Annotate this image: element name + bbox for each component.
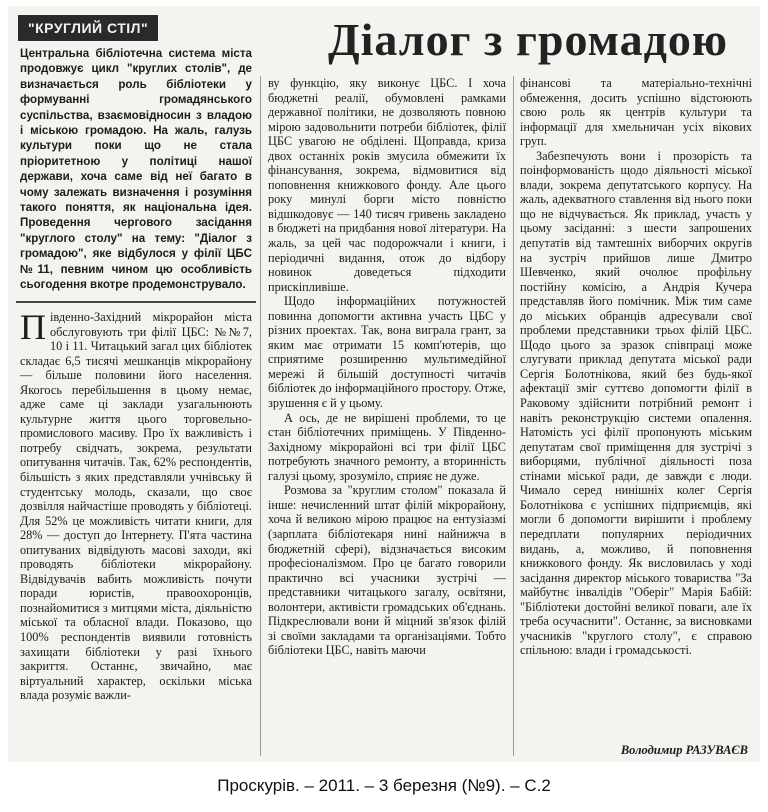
rubric-label: "КРУГЛИЙ СТІЛ" xyxy=(18,15,158,41)
paragraph: Розмова за "круглим столом" показала й інше: нечисленний штат філій мікрорайону, хоча й великою мірою працює на ентузіазмі (зарплата бібліотекаря нині найнижча в бюджетній сфері), відзначається високим професіоналізмом. Про це багато говорили практично всі учасники зустрічі — представники читацького загалу, освітяни, волонтери, активісти громадських об'єднань. Підкреслювали вони й міцний зв'язок філій зі своїми закладами та організаціями. Тобто бібліотеки ЦБС, навіть маючи xyxy=(268,483,506,658)
paragraph: фінансові та матеріально-технічні обмеження, досить успішно відстоюють свою роль як центрів культури та інформації для хмельничан усіх вікових груп. xyxy=(520,76,752,149)
drop-cap: П xyxy=(20,310,46,347)
paragraph: Забезпечують вони і прозорість та поінформованість щодо діяльності міської влади, зокрема депутатського корпусу. На жаль, адекватного ставлення від нього поки що не відчувається. Як приклад, участь у цьому засіданні: з шести запрошених депутатів від тамтешніх виборчих округів на зустріч прийшов лише Дмитро Шевченко, який очолює профільну постійну комісію, а Андрія Кучера представляв його помічник. Між тим саме до міських обранців адресували свої проблеми представники трьох філій ЦБС. Щодо цього за зразок співпраці може слугувати приклад депутата міської ради Сергія Болотнікова, який без будь-якої афектації зміг суттєво допомогти філії в Раковому здійснити потрібний ремонт і навіть реконструкцію системи опалення. Натомість усі філії пропонують міським депутатам свої приміщення для зустрічі з виборцями, публічної діяльності поза стінами міської ради, де завжди є люди. Чимало серед нинішніх колег Сергія Болотнікова є успішних підприємців, які могли б допомогти вирішити і проблему передплати популярних періодичних видань, а, можливо, й поповнення книжкового фонду. Як висловилась у ході засідання директор міського товариства "За майбутнє інвалідів "Оберіг" Марія Бабій: "Бібліотеки достойні великої поваги, але їх треба осучаснити". Останнє, за висновками учасників "круглого столу", є справою спільною: влади і громадськості. xyxy=(520,148,752,658)
newspaper-clipping xyxy=(8,6,760,762)
paragraph: А ось, де не вирішені проблеми, то це стан бібліотечних приміщень. У Південно-Західному мікрорайоні всі три філії ЦБС потребують значного ремонту, а вторинність галузі цьому, зрозуміло, сприяє не дуже. xyxy=(268,410,506,483)
article-column-3 xyxy=(520,76,752,738)
paragraph: івденно-Західний мікрорайон міста обслуговують три філії ЦБС: №№7, 10 і 11. Читацький загал цих бібліотек складає 6,5 тисячі мешканців мікрорайону — більше половини його населення. Якогось перебільшення в цьому немає, адже саме ці заклади узагальнюють культурне життя цього торговельно-промислового масиву. Про їх важливість і потребу свідчать, зокрема, результати опитування читачів. Так, 62% респондентів, більшість з яких представляли учнівську й студентську молодь, сказали, що своє дозвілля найчастіше проводять у бібліотеці. Для 52% це можливість читати книги, для 28% — доступ до Інтернету. П'ята частина опитуваних відвідують масові заходи, які проводять бібліотеки мікрорайону. Відвідувачів вабить можливість почути поради юристів, правоохоронців, познайомитися з митцями міста, діяльністю міської та обласної влади. Показово, що 100% респондентів виявили готовність захищати бібліотеки у разі їхнього закриття. Останнє, звичайно, має віртуальний характер, оскільки міська влада розуміє важли- xyxy=(20,310,252,703)
article-column-2 xyxy=(268,76,506,758)
paragraph: Щодо інформаційних потужностей повинна допомогти активна участь ЦБС у різних проектах. Так, вона виграла грант, за яким має отримати 15 комп'ютерів, що сприятиме розширенню мультимедійної мережі й більшій доступності читачів бібліотек до інформаційного простору. Отже, зрушення є й у цьому. xyxy=(268,294,506,411)
author-signature: Володимир РАЗУВАЄВ xyxy=(620,743,748,757)
article-lead: Центральна бібліотечна система міста продовжує цикл "круглих столів", де визначається роль бібліотеки у формуванні громадянського суспільства, взаємовідносин з владою і міською громадою. На жаль, галузь культури поки що не стала пріоритетною у політиці нашої держави, хоча саме від неї багато в чому залежать визначення і розуміння такого поняття, як національна ідея. Проведення чергового засідання "круглого столу" на тему: "Діалог з громадою", яке відбулося у філії ЦБС №11, певним чином цю особливість сьогодення вкотре продемонструвало. xyxy=(20,47,252,292)
article-headline: Діалог з громадою xyxy=(327,14,729,65)
paragraph: ву функцію, яку виконує ЦБС. І хоча бюджетні реалії, обумовлені рамками державної політики, не дозволяють повною мірою задовольнити потреби бібліотек, філії ЦБС увагою не обділені. Щоправда, криза двох останніх років змусила обмежити їх фінансування, зокрема, відмовитися від поповнення книжкового фонду. Але цього року минулі борги місто повністю відшкодовує — 140 тисяч гривень закладено в бюджеті на придбання нової літератури. На жаль, за цей час подорожчали і книги, і періодичні видання, отож до відбору новинок доведеться підходити прискіпливіше. xyxy=(268,76,506,294)
column-divider xyxy=(513,76,514,756)
source-caption: Проскурів. – 2011. – 3 березня (№9). – С.2 xyxy=(217,776,551,795)
article-column-1 xyxy=(20,310,252,758)
lead-divider xyxy=(16,301,256,303)
column-divider xyxy=(260,76,261,756)
